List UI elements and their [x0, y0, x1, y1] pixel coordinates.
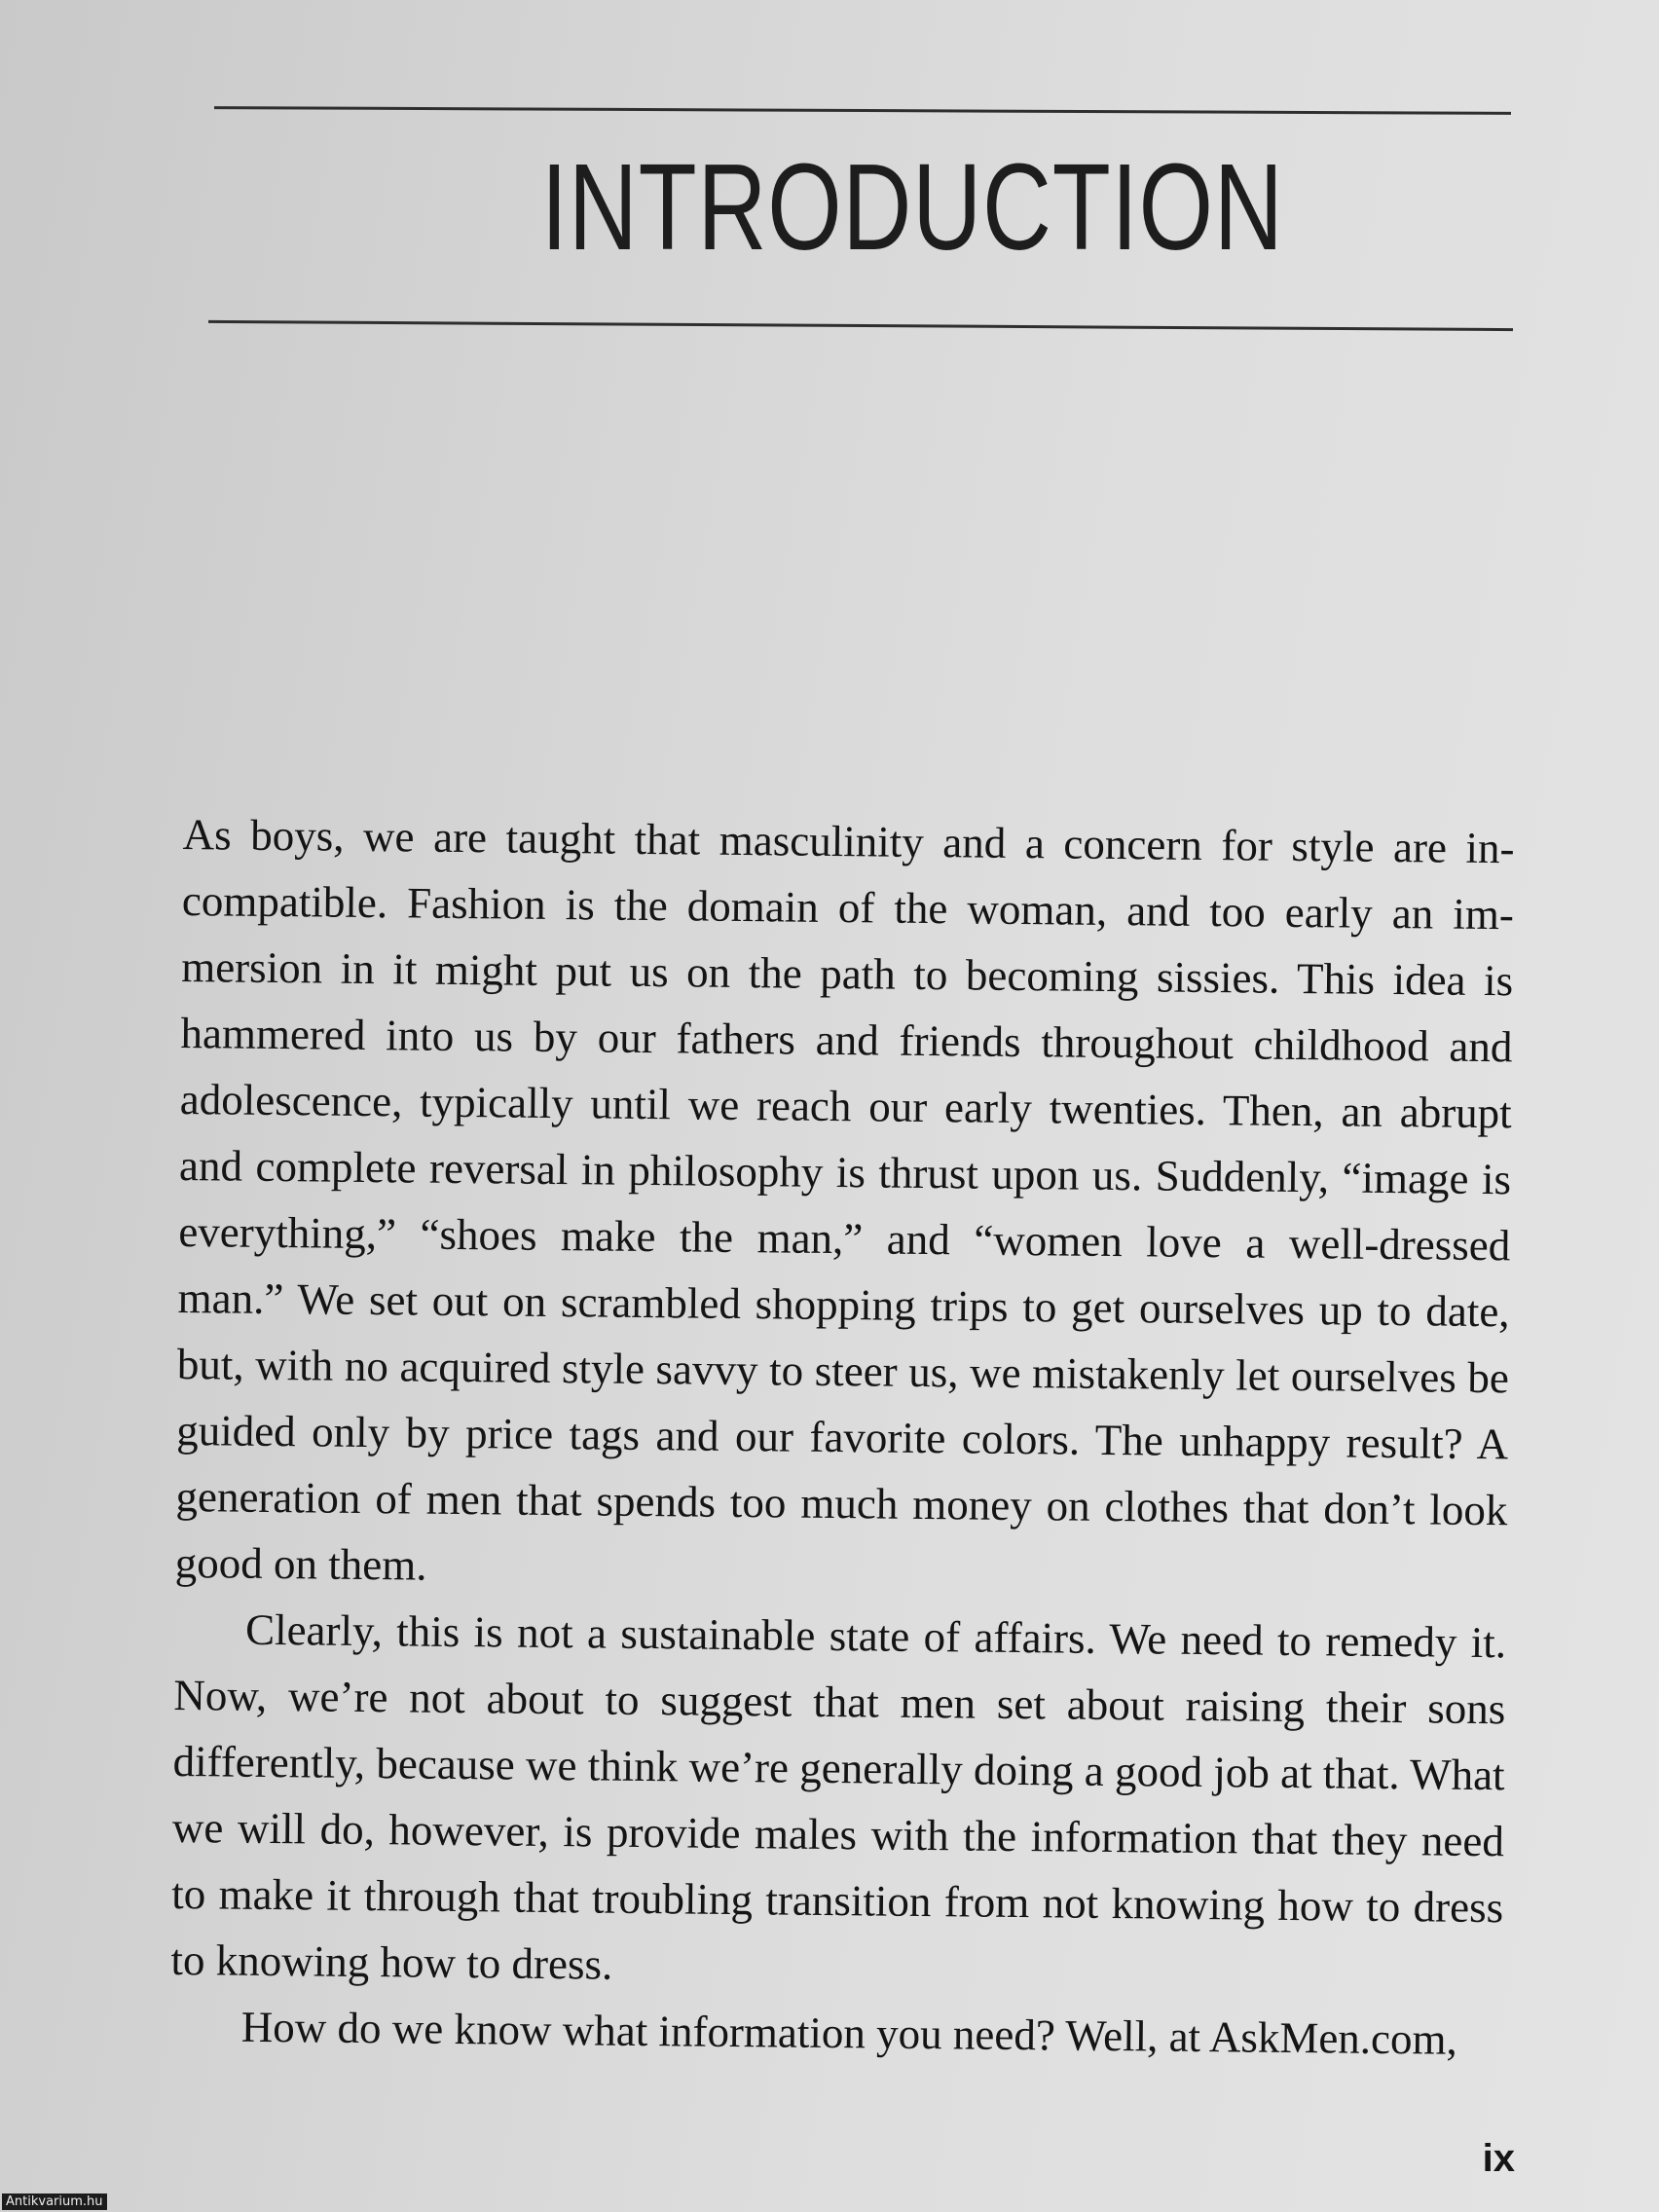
body-text [169, 801, 1514, 2073]
header-rule-bottom [208, 320, 1513, 331]
header-rule-top [214, 106, 1511, 115]
paragraph-3: How do we know what information you need? Well, at AskMen.com, [240, 2002, 1458, 2064]
page-number: ix [1482, 2137, 1515, 2180]
watermark: Antikvarium.hu [2, 2194, 107, 2210]
paragraph-1: As boys, we are taught that masculinity and a concern for style are incompatible. Fashion is the domain of the woman, and too early an immersion in it might put us on the path to becoming sissies. This idea is hammered into us by our fathers and friends throughout childhood and adolescence, typically until we reach our early twenties. Then, an abrupt and complete reversal in philosophy is thrust upon us. Suddenly, “image is everything,” “shoes make the man,” and “women love a well-dressed man.” We set out on scrambled shopping trips to get ourselves up to date, but, with no acquired style savvy to steer us, we mistakenly let ourselves be guided only by price tags and our favorite colors. The unhappy result? A generation of men that spends too much money on clothes that don’t look good on them. [174, 809, 1515, 1590]
paragraph-2: Clearly, this is not a sustainable state of affairs. We need to remedy it. Now, we’re not about to suggest that men set about raising their sons differently, because we think we’re generally doing a good job at that. What we will do, however, is provide males with the information that they need to make it through that troubling transition from not knowing how to dress to knowing how to dress. [170, 1604, 1507, 1989]
chapter-title: INTRODUCTION [540, 138, 1284, 276]
